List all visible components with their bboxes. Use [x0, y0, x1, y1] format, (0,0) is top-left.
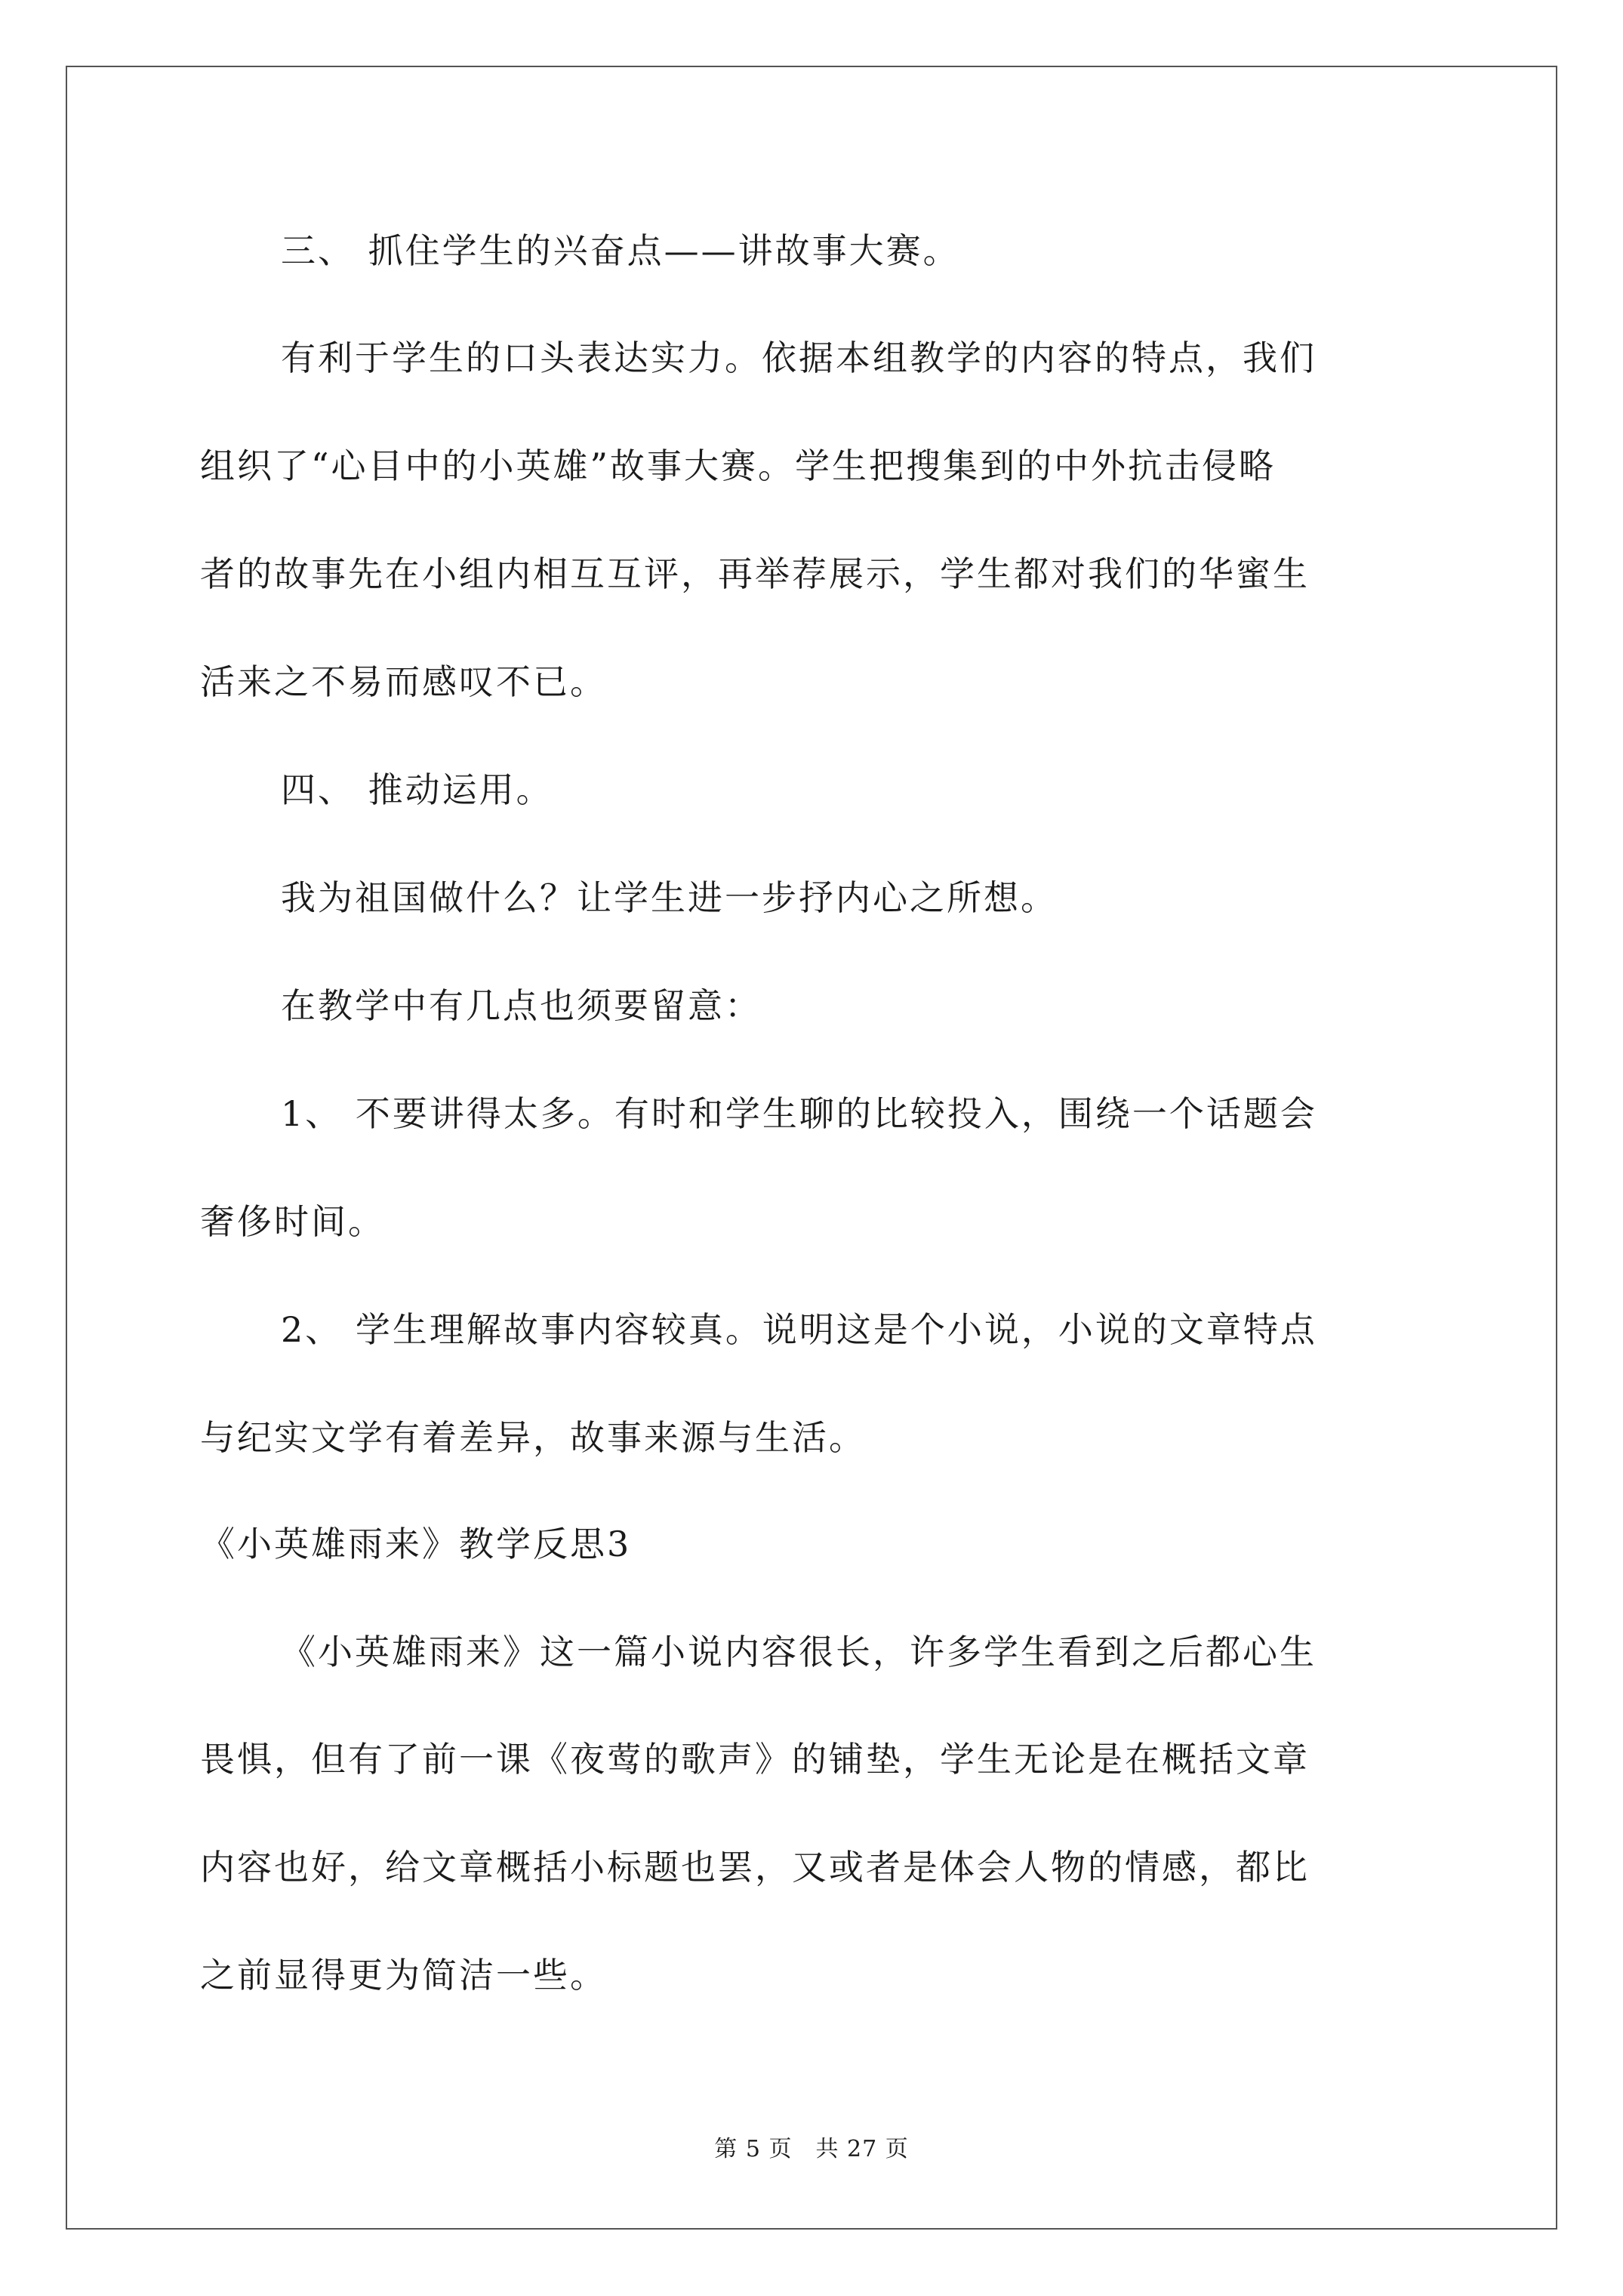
list-item-1: 1、 不要讲得太多。有时和学生聊的比较投入，围绕一个话题会 [281, 1093, 1317, 1134]
paragraph-line: 奢侈时间。 [200, 1201, 385, 1242]
paragraph-line: 活来之不易而感叹不已。 [200, 661, 607, 702]
paragraph-line: 组织了“心目中的小英雄”故事大赛。学生把搜集到的中外抗击侵略 [200, 445, 1277, 486]
page-border [66, 66, 1557, 2230]
paragraph-heading-3: 三、 抓住学生的兴奋点——讲故事大赛。 [281, 230, 960, 271]
paragraph-line: 我为祖国做什么？让学生进一步抒内心之所想。 [281, 877, 1058, 918]
paragraph-line: 《小英雄雨来》这一篇小说内容很长，许多学生看到之后都心生 [281, 1632, 1317, 1672]
section-title: 《小英雄雨来》教学反思3 [200, 1524, 632, 1564]
paragraph-heading-4: 四、 推动运用。 [281, 769, 553, 810]
paragraph-line: 畏惧，但有了前一课《夜莺的歌声》的铺垫，学生无论是在概括文章 [200, 1739, 1310, 1780]
paragraph-line: 者的故事先在小组内相互互评，再举荐展示，学生都对我们的华蜜生 [200, 553, 1310, 594]
paragraph-line: 之前显得更为简洁一些。 [200, 1955, 607, 1996]
paragraph-line: 内容也好，给文章概括小标题也罢，又或者是体会人物的情感，都比 [200, 1847, 1310, 1888]
paragraph-line: 有利于学生的口头表达实力。依据本组教学的内容的特点，我们 [281, 337, 1317, 378]
page-number-footer: 第 5 页 共 27 页 [714, 2136, 909, 2162]
paragraph-line: 与纪实文学有着差异，故事来源与生活。 [200, 1417, 866, 1458]
paragraph-line: 在教学中有几点也须要留意： [281, 985, 762, 1026]
list-item-2: 2、 学生理解故事内容较真。说明这是个小说，小说的文章特点 [281, 1309, 1317, 1350]
